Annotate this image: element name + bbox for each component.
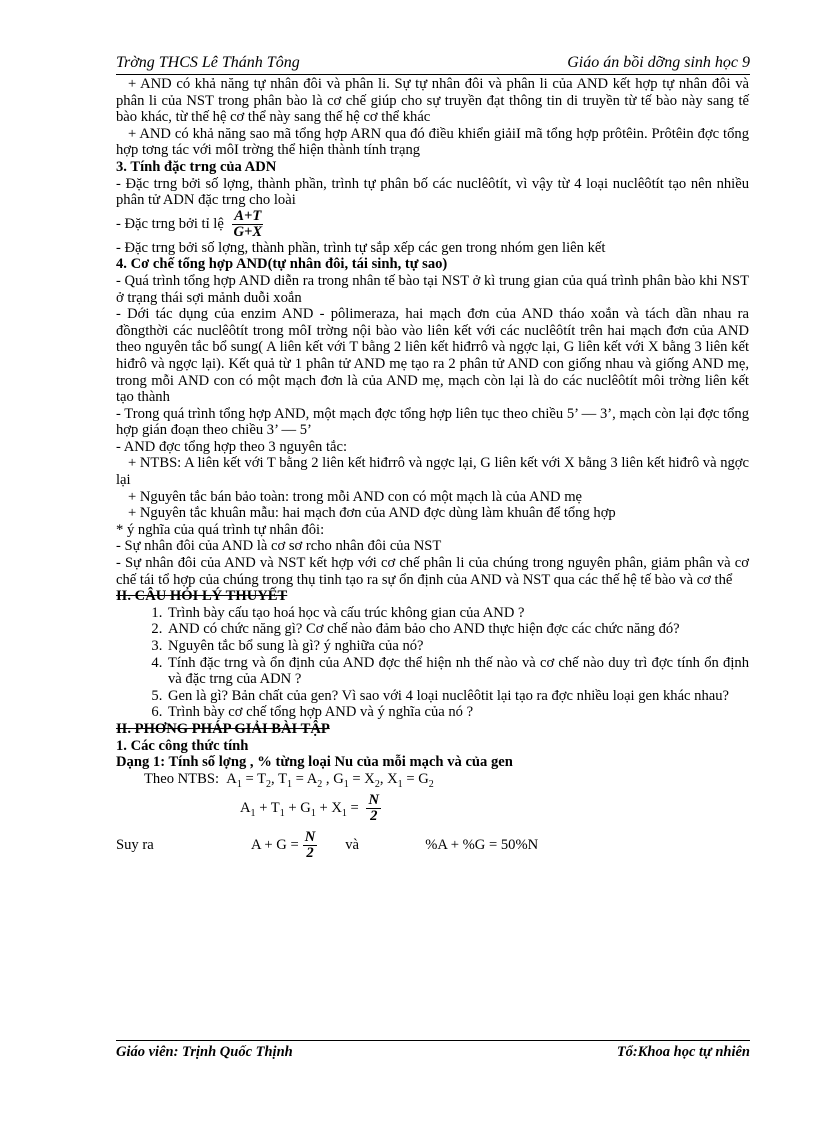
paragraph: - Dới tác dụng của enzim AND - pôlimeraza, hai mạch đơn của AND tháo xoắn và tách dần nhau ra đồngthời các nuclêôtít trong môI trờng nội bào vào liên kết với các nuclêôtít trên hai mạch đơn của AND theo nguyên tắc bổ sung( A liên kết với T bằng 2 liên kết hiđrrô và ngợc lại, G liên kết với X bằng 3 liên kết hiđrô và ngợc lại). Kết quả từ 1 phân tử AND mẹ tạo ra 2 phân tử AND con giống nhau và giống AND mẹ, trong mỗi AND con có một mạch đơn là của AND mẹ, mạch còn lại là do các nuclêôtít môi trờng liên kết tạo thành <box>116 306 749 406</box>
suy-label: Suy ra <box>116 837 154 854</box>
ntbs-formula: Theo NTBS: $A_1 = T_2$, $T_1 = A_2$ , $G_1 = X_2$, $X_1 = G_2$ <box>144 770 434 790</box>
subsection-title: 1. Các công thức tính <box>116 737 249 754</box>
section-title: 4. Cơ chế tổng hợp AND(tự nhân đôi, tái sinh, tự sao) <box>116 256 448 273</box>
paragraph: + AND có khả năng sao mã tổng hợp ARN qua đó điều khiển giảiI mã tổng hợp prôtêin. Prôtêin đợc tổng hợp tơng tác với môI trờng thể hiện thành tính trạng <box>116 125 749 159</box>
ntbs-label: Theo NTBS: <box>144 770 219 787</box>
question-item: 2. AND có chức năng gì? Cơ chế nào đảm bảo cho AND thực hiện đợc các chức năng đó? <box>166 621 749 638</box>
page-footer <box>116 1040 750 1061</box>
paragraph: - AND đợc tổng hợp theo 3 nguyên tắc: <box>116 438 348 455</box>
suy-rhs: %A + %G = 50%N <box>425 837 539 854</box>
principle-item: + NTBS: A liên kết với T bằng 2 liên kết hiđrrô và ngợc lại, G liên kết với X bằng 3 liên kết hiđrô và ngợc lại <box>116 455 749 489</box>
question-item: 4. Tính đặc trng và ổn định của AND đợc thể hiện nh thế nào và cơ chế nào duy trì đợc tính ổn định và đặc trng của ADN ? <box>166 655 749 688</box>
header-subject: Giáo án bồi dỡng sinh học 9 <box>567 54 750 71</box>
suy-lhs: A + G = <box>251 837 299 854</box>
section-title: II. CÂU HỎI LÝ THUYẾT <box>116 588 288 605</box>
question-item: 1. Trình bày cấu tạo hoá học và cấu trúc không gian của AND ? <box>166 605 749 622</box>
paragraph: + AND có khả năng tự nhân đôi và phân li. Sự tự nhân đôi và phân li của AND kết hợp tự nhân đôi và phân li của NST trong phân bào là cơ chế giúp cho sự truyền đạt thông tin di truyền từ tế bào này sang tế bào khác, từ thế hệ cơ thể này sang thế hệ cơ thể khác <box>116 76 749 126</box>
footer-department: Tổ:Khoa học tự nhiên <box>616 1044 750 1060</box>
principle-item: + Nguyên tắc bán bảo toàn: trong mỗi AND con có một mạch là của AND mẹ <box>128 488 583 505</box>
sum-formula <box>116 793 749 824</box>
ratio-fraction <box>231 209 264 240</box>
meaning-title: * ý nghĩa của quá trình tự nhân đôi: <box>116 521 325 538</box>
paragraph: - Sự nhân đôi của AND và NST kết hợp với cơ chế phân li của chúng trong nguyên phân, giảm phân và cơ chế tái tổ hợp của chúng trong thụ tinh tạo ra sự ổn định của AND và NST qua các thế hệ tế bào và cơ thể <box>116 555 749 588</box>
page-content <box>116 76 749 861</box>
n-over-2-fraction <box>303 830 318 861</box>
fraction-numerator: N <box>304 829 316 846</box>
subsection-title: Dạng 1: Tính số lợng , % từng loại Nu của mỗi mạch và của gen <box>116 754 513 771</box>
footer-teacher: Giáo viên: Trịnh Quốc Thịnh <box>116 1044 293 1060</box>
fraction-denominator: 2 <box>306 845 314 862</box>
suy-and: và <box>345 837 360 854</box>
question-list <box>116 605 749 721</box>
question-item: 3. Nguyên tắc bổ sung là gì? ý nghiữa của nó? <box>166 638 749 655</box>
section-title: II. PHƠNG PHÁP GIẢI BÀI TẬP <box>116 720 330 737</box>
fraction-denominator: 2 <box>370 808 378 825</box>
question-item: 6. Trình bày cơ chế tổng hợp AND và ý nghĩa của nó ? <box>166 704 749 721</box>
n-over-2-fraction <box>366 793 381 824</box>
principle-item: + Nguyên tắc khuân mẫu: hai mạch đơn của AND đợc dùng làm khuân để tổng hợp <box>128 505 616 522</box>
paragraph: - Đặc trng bởi số lợng, thành phần, trình tự sắp xếp các gen trong nhóm gen liên kết <box>116 239 606 256</box>
header-school: Trờng THCS Lê Thánh Tông <box>116 54 300 71</box>
page-header <box>116 50 750 75</box>
paragraph: - Trong quá trình tổng hợp AND, một mạch đợc tổng hợp liên tục theo chiều 5’ — 3’, mạch còn lại đợc tổng hợp gián đoạn theo chiều 3’ — 5’ <box>116 405 749 439</box>
paragraph: - Đặc trng bởi số lợng, thành phần, trình tự phân bố các nuclêôtít, vì vậy từ 4 loại nuclêôtít tạo nên nhiều phân tử ADN đặc trng cho loài <box>116 175 749 209</box>
paragraph: - Sự nhân đôi của AND là cơ sơ rcho nhân đôi của NST <box>116 538 442 555</box>
section-title: 3. Tính đặc trng của ADN <box>116 158 277 175</box>
fraction-numerator: A+T <box>234 207 262 224</box>
fraction-numerator: N <box>368 792 379 809</box>
sum-lhs: $A_1 + T_1 + G_1 + X_1$ = <box>240 800 359 819</box>
suy-ra-line <box>116 830 749 861</box>
ratio-label: - Đặc trng bởi tỉ lệ <box>116 215 224 232</box>
paragraph: - Quá trình tổng hợp AND diễn ra trong nhân tế bào tại NST ở kì trung gian của quá trình phân bào khi NST ở trạng thái sợi mảnh duỗi xoắn <box>116 272 749 306</box>
ratio-line <box>116 209 749 240</box>
fraction-denominator: G+X <box>233 223 263 240</box>
question-item: 5. Gen là gì? Bản chất của gen? Vì sao với 4 loại nuclêôtit lại tạo ra đợc nhiều loại gen khác nhau? <box>166 688 749 705</box>
